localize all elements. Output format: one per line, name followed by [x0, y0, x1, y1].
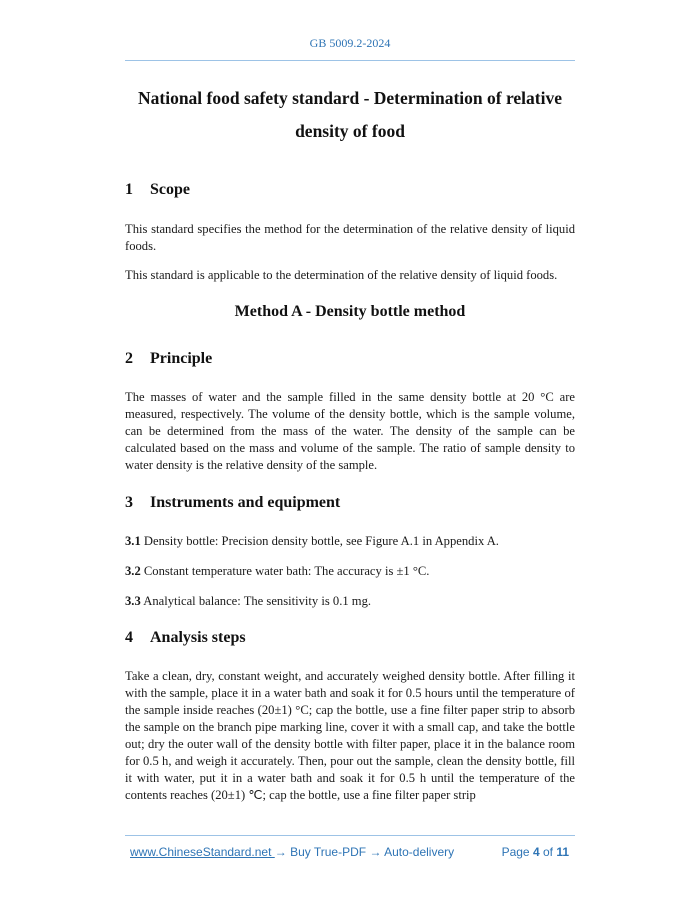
section-number: 3 — [125, 494, 133, 511]
buy-text: Buy True-PDF — [286, 845, 370, 859]
section-title: Scope — [150, 181, 190, 198]
footer-promo — [130, 845, 454, 859]
scope-paragraph-1: This standard specifies the method for the determination of the relative density of liquid foods. — [125, 222, 575, 253]
section-title: Analysis steps — [150, 629, 246, 646]
header-divider — [125, 60, 575, 61]
item-text: Density bottle: Precision density bottle, see Figure A.1 in Appendix A. — [143, 534, 499, 548]
page-indicator — [502, 845, 569, 859]
title-line-2: density of food — [295, 121, 405, 141]
document-title — [125, 82, 575, 148]
delivery-text: Auto-delivery — [381, 845, 455, 859]
section-heading-scope — [125, 181, 190, 199]
section-number: 2 — [125, 350, 133, 367]
section-heading-analysis — [125, 629, 246, 647]
running-header: GB 5009.2-2024 — [309, 36, 391, 50]
section-heading-principle — [125, 350, 212, 368]
section-number: 4 — [125, 629, 133, 646]
page-total: 11 — [556, 845, 569, 859]
method-a-heading: Method A - Density bottle method — [234, 303, 466, 320]
item-number: 3.1 — [125, 534, 141, 548]
principle-paragraph: The masses of water and the sample filled in the same density bottle at 20 °C are measured, respectively. The volume of the density bottle, which is the sample volume, can be determined from the mass of the water. The density of the sample can be calculated based on the mass and volume of the sample. The ratio of sample density to water density is the relative density of the sample. — [125, 390, 575, 472]
item-number: 3.2 — [125, 564, 141, 578]
page-current: 4 — [532, 845, 540, 859]
arrow-right-icon: → — [274, 845, 287, 859]
arrow-right-icon: → — [369, 845, 382, 859]
page-of: of — [539, 845, 557, 859]
analysis-paragraph: Take a clean, dry, constant weight, and accurately weighed density bottle. After filling it with the sample, place it in a water bath and soak it for 0.5 hours until the temperature of the sample inside reaches (20±1) °C; cap the bottle, use a fine filter paper strip to absorb the sample on the branch pipe marking line, cover it with a small cap, and take the bottle out; dry the outer wall of the density bottle with filter paper, place it in the balance room for 0.5 h, and weigh it accurately. Then, pour out the sample, clean the density bottle, fill it with water, put it in a water bath and soak it for 0.5 h until the temperature of the contents reaches (20±1) ℃; cap the bottle, use a fine filter paper strip — [125, 669, 575, 802]
website-link[interactable]: www.ChineseStandard.net — [130, 845, 275, 859]
item-text: Constant temperature water bath: The accuracy is ±1 °C. — [143, 564, 430, 578]
section-title: Instruments and equipment — [150, 494, 341, 511]
footer-divider — [125, 835, 575, 836]
instrument-item-3-3 — [125, 593, 575, 610]
document-page — [125, 0, 575, 906]
scope-paragraph-2: This standard is applicable to the determination of the relative density of liquid foods. — [125, 268, 558, 282]
instrument-item-3-1 — [125, 533, 575, 550]
section-heading-instruments — [125, 494, 340, 512]
section-title: Principle — [150, 350, 213, 367]
title-line-1: National food safety standard - Determination of relative — [138, 88, 562, 108]
item-text: Analytical balance: The sensitivity is 0.1 mg. — [143, 594, 372, 608]
item-number: 3.3 — [125, 594, 141, 608]
page-label: Page — [501, 845, 533, 859]
instrument-item-3-2 — [125, 563, 575, 580]
section-number: 1 — [125, 181, 133, 198]
